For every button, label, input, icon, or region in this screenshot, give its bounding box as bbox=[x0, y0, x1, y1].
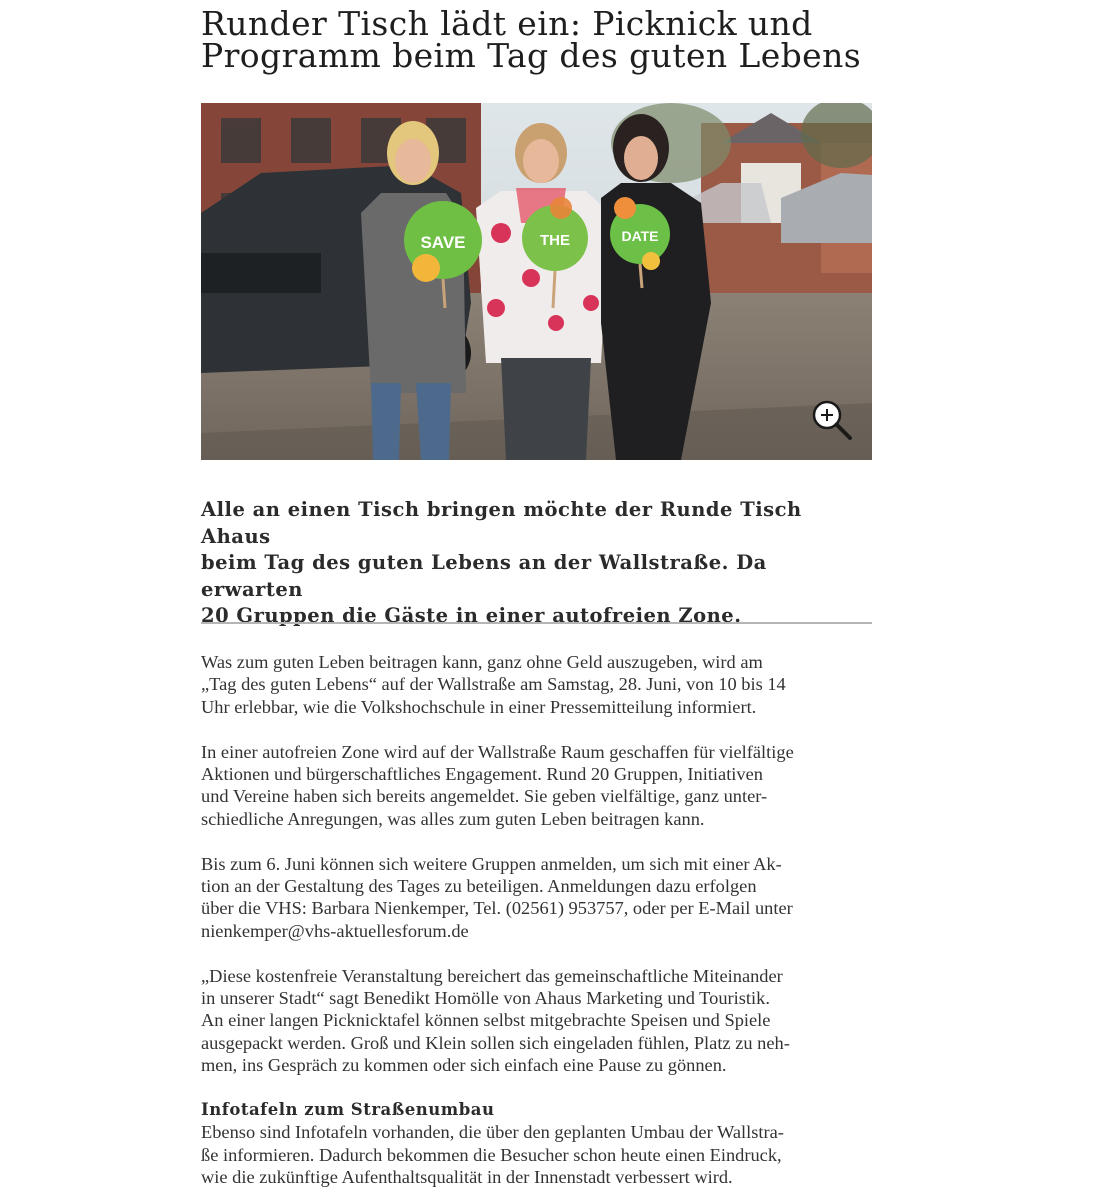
headline-line: Runder Tisch lädt ein: Picknick und bbox=[201, 4, 813, 43]
text-line: in unserer Stadt“ sagt Benedikt Homölle von Ahaus Marketing und Touristik. bbox=[201, 988, 770, 1009]
text-line: „Tag des guten Lebens“ auf der Wallstraße am Samstag, 28. Juni, von 10 bis 14 bbox=[201, 674, 786, 695]
email-link[interactable]: nienkemper@vhs-aktuellesforum.de bbox=[201, 920, 469, 941]
text-line: und Vereine haben sich bereits angemeldet. Sie geben vielfältige, ganz unter- bbox=[201, 786, 768, 807]
paragraph bbox=[201, 853, 881, 943]
text-line: ße informieren. Dadurch bekommen die Besucher schon heute einen Eindruck, bbox=[201, 1144, 782, 1165]
article-body bbox=[201, 651, 881, 1189]
lead-line: Alle an einen Tisch bringen möchte der Runde Tisch Ahaus bbox=[201, 498, 802, 548]
photo-illustration bbox=[201, 103, 872, 460]
magnifier-plus-icon[interactable] bbox=[810, 398, 856, 444]
text-line: „Diese kostenfreie Veranstaltung bereichert das gemeinschaftliche Miteinander bbox=[201, 965, 783, 986]
text-line: Ebenso sind Infotafeln vorhanden, die über den geplanten Umbau der Wallstra- bbox=[201, 1122, 784, 1143]
paragraph bbox=[201, 651, 881, 718]
sign-text: THE bbox=[540, 232, 570, 249]
paragraph bbox=[201, 965, 881, 1077]
headline-line: Programm beim Tag des guten Lebens bbox=[201, 36, 862, 75]
article bbox=[201, 0, 873, 1188]
sign-text: SAVE bbox=[420, 233, 466, 252]
text-line: Uhr erlebbar, wie die Volkshochschule in einer Pressemitteilung informiert. bbox=[201, 696, 757, 717]
text-line: über die VHS: Barbara Nienkemper, Tel. (02561) 953757, oder per E-Mail unter bbox=[201, 898, 793, 919]
text-line: tion an der Gestaltung des Tages zu beteiligen. Anmeldungen dazu erfolgen bbox=[201, 876, 757, 897]
lead-line: 20 Gruppen die Gäste in einer autofreien Zone. bbox=[201, 604, 742, 627]
article-photo[interactable] bbox=[201, 103, 872, 460]
paragraph bbox=[201, 1121, 881, 1188]
divider bbox=[201, 622, 872, 624]
text-line: In einer autofreien Zone wird auf der Wallstraße Raum geschaffen für vielfältige bbox=[201, 741, 794, 762]
paragraph bbox=[201, 741, 881, 831]
text-line: men, ins Gespräch zu kommen oder sich einfach eine Pause zu gönnen. bbox=[201, 1055, 727, 1076]
text-line: Was zum guten Leben beitragen kann, ganz ohne Geld auszugeben, wird am bbox=[201, 652, 763, 672]
text-line: ausgepackt werden. Groß und Klein sollen sich eingeladen fühlen, Platz zu neh- bbox=[201, 1032, 790, 1053]
text-line: schiedliche Anregungen, was alles zum guten Leben beitragen kann. bbox=[201, 808, 705, 829]
sign-text: DATE bbox=[621, 228, 659, 244]
article-headline bbox=[201, 4, 873, 75]
text-line: Aktionen und bürgerschaftliches Engagement. Rund 20 Gruppen, Initiativen bbox=[201, 764, 763, 785]
lead-line: beim Tag des guten Lebens an der Wallstraße. Da erwarten bbox=[201, 551, 767, 601]
section-subheading: Infotafeln zum Straßenumbau bbox=[201, 1100, 495, 1120]
text-line: Bis zum 6. Juni können sich weitere Gruppen anmelden, um sich mit einer Ak- bbox=[201, 853, 782, 874]
text-line: wie die zukünftige Aufenthaltsqualität in der Innenstadt verbessert wird. bbox=[201, 1167, 733, 1188]
text-line: An einer langen Picknicktafel können selbst mitgebrachte Speisen und Spiele bbox=[201, 1010, 771, 1031]
article-lead bbox=[201, 497, 873, 630]
